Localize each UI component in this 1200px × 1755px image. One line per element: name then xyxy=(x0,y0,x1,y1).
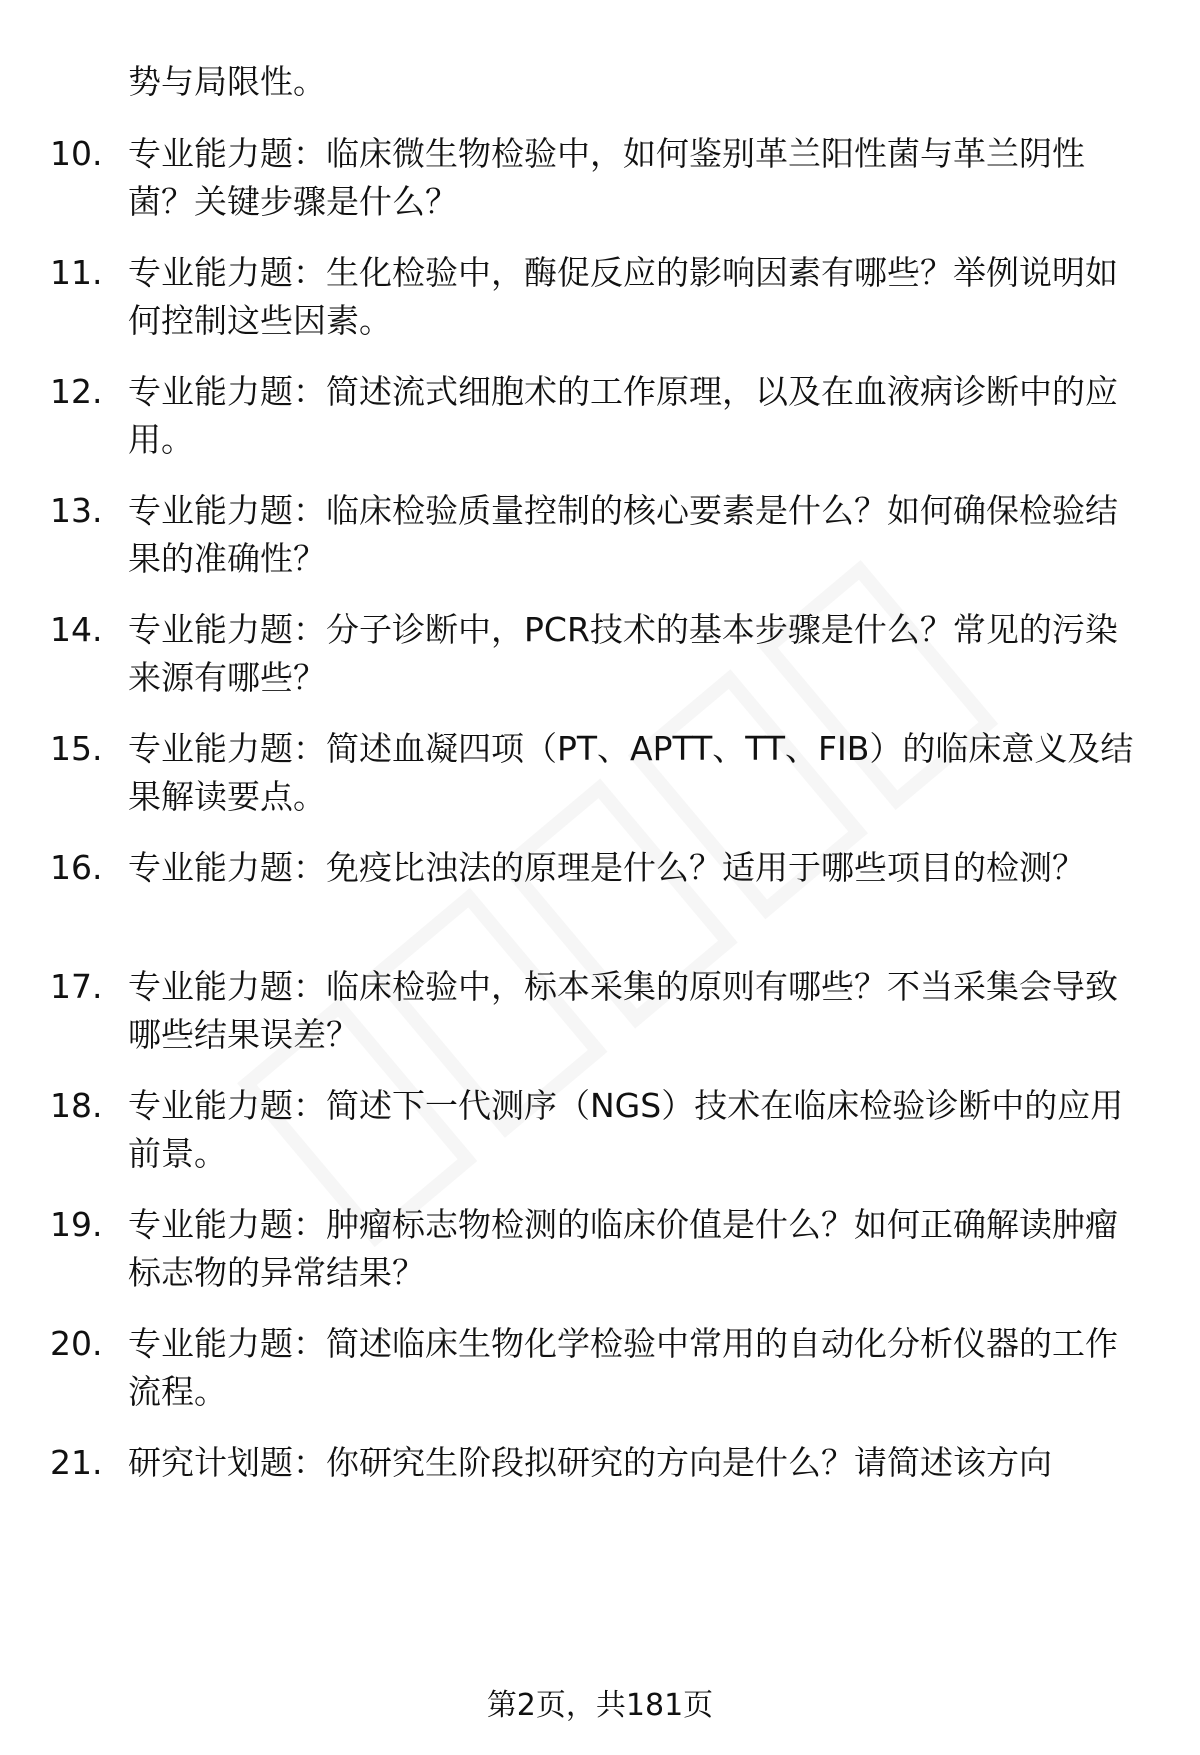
item-number: 16. xyxy=(50,848,103,887)
item-text: 专业能力题：临床检验中，标本采集的原则有哪些？不当采集会导致哪些结果误差？ xyxy=(128,967,1118,1054)
item-number: 14. xyxy=(50,610,103,649)
item-text: 专业能力题：分子诊断中，PCR技术的基本步骤是什么？常见的污染来源有哪些？ xyxy=(128,610,1118,697)
item-text: 专业能力题：肿瘤标志物检测的临床价值是什么？如何正确解读肿瘤标志物的异常结果？ xyxy=(128,1205,1118,1292)
item-number: 20. xyxy=(50,1324,103,1363)
item-number: 15. xyxy=(50,729,103,768)
item-number: 21. xyxy=(50,1443,103,1482)
page-footer: 第2页，共181页 xyxy=(486,1688,714,1723)
item-number: 17. xyxy=(50,967,103,1006)
item-number: 12. xyxy=(50,372,103,411)
item-text: 专业能力题：简述临床生物化学检验中常用的自动化分析仪器的工作流程。 xyxy=(128,1324,1118,1411)
item-number: 19. xyxy=(50,1205,103,1244)
item-text: 专业能力题：临床微生物检验中，如何鉴别革兰阳性菌与革兰阴性菌？关键步骤是什么？ xyxy=(128,134,1085,221)
item-text: 专业能力题：免疫比浊法的原理是什么？适用于哪些项目的检测？ xyxy=(128,848,1085,887)
continuation-text: 势与局限性。 xyxy=(128,62,326,101)
item-text: 专业能力题：临床检验质量控制的核心要素是什么？如何确保检验结果的准确性？ xyxy=(128,491,1118,578)
item-number: 10. xyxy=(50,134,103,173)
item-text: 专业能力题：生化检验中，酶促反应的影响因素有哪些？举例说明如何控制这些因素。 xyxy=(128,253,1118,340)
item-text: 专业能力题：简述流式细胞术的工作原理，以及在血液病诊断中的应用。 xyxy=(128,372,1118,459)
item-number: 11. xyxy=(50,253,103,292)
item-number: 18. xyxy=(50,1086,103,1125)
item-number: 13. xyxy=(50,491,103,530)
item-text: 专业能力题：简述血凝四项（PT、APTT、TT、FIB）的临床意义及结果解读要点。 xyxy=(128,729,1134,816)
item-text: 研究计划题：你研究生阶段拟研究的方向是什么？请简述该方向 xyxy=(128,1443,1052,1482)
item-text: 专业能力题：简述下一代测序（NGS）技术在临床检验诊断中的应用前景。 xyxy=(128,1086,1124,1173)
